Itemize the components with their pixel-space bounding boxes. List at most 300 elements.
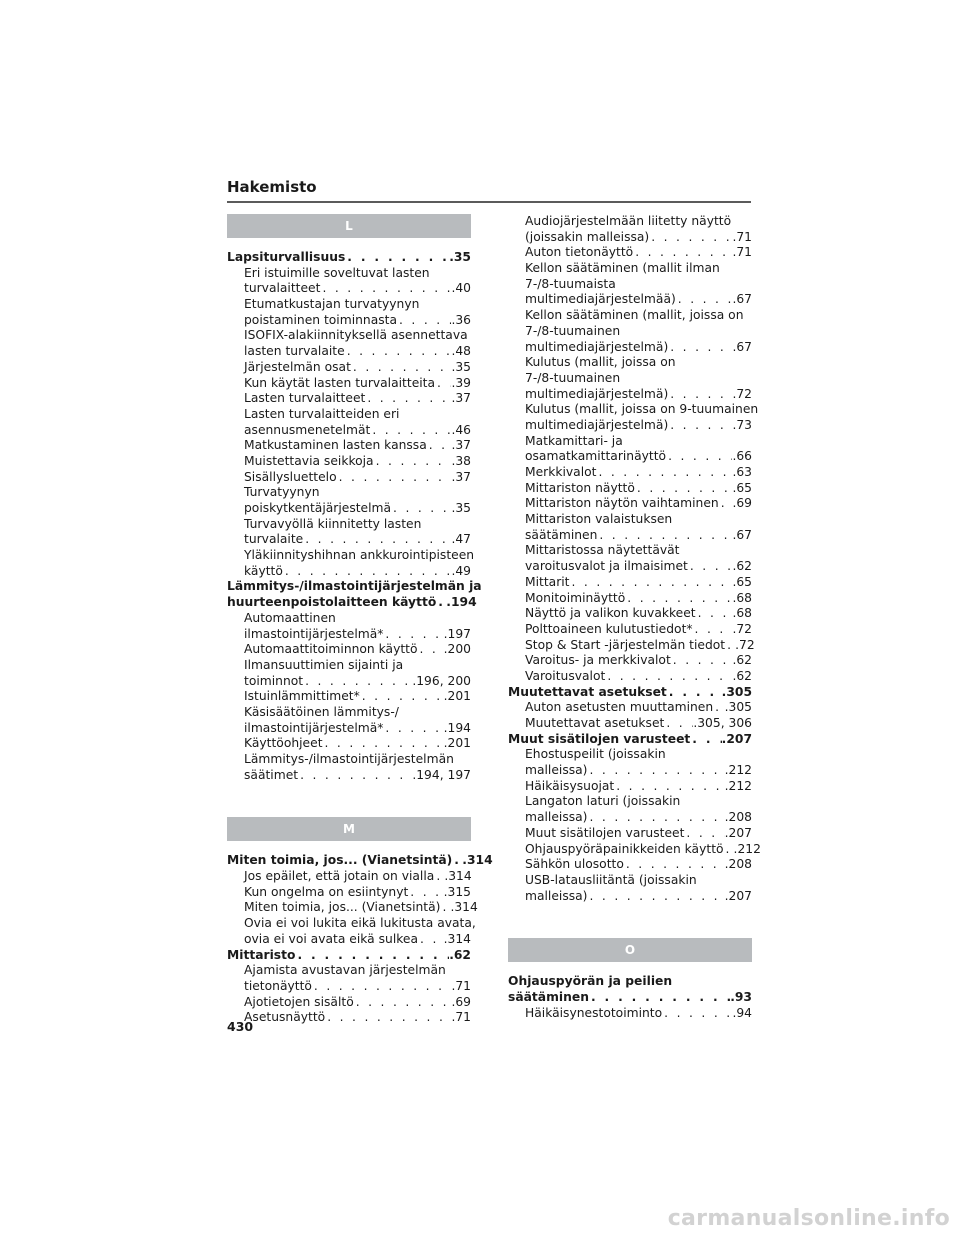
dot-leader [696, 606, 733, 622]
index-entry-text: Auton tietonäyttö [525, 245, 634, 260]
index-sub-entry [227, 705, 471, 736]
index-page-ref: .197 [443, 626, 471, 641]
index-page-ref: .68 [732, 590, 752, 605]
dot-leader [676, 292, 733, 308]
index-sub-entry [227, 517, 471, 548]
index-entry-line [508, 637, 755, 654]
index-entry-text: poiskytkentäjärjestelmä [244, 501, 392, 515]
index-entry-line [508, 355, 752, 371]
index-sub-entry [227, 548, 475, 579]
index-sub-entry [508, 591, 752, 607]
index-page-ref: .71 [451, 978, 471, 993]
index-entry-text: Mittaristossa näytettävät [525, 543, 680, 558]
dot-leader [664, 716, 693, 732]
index-page-ref: .194 [446, 595, 477, 610]
index-entry-line [227, 297, 471, 313]
index-entry-text: Polttoaineen kulutustiedot* [525, 621, 693, 636]
index-entry-text: multimediajärjestelmää) [525, 292, 676, 307]
index-page-ref: .35 [449, 250, 471, 264]
dot-leader [713, 700, 724, 716]
index-page-ref: .35 [451, 359, 471, 374]
dot-leader [668, 387, 732, 403]
index-entry-line [227, 736, 471, 752]
watermark-text: carmanualsonline.info [667, 1206, 950, 1231]
index-sub-entry [227, 752, 471, 783]
index-entry-line [227, 995, 471, 1011]
index-entry-text: Ajotietojen sisältö [244, 994, 354, 1009]
index-sub-entry [227, 689, 471, 705]
index-entry-line [227, 470, 471, 486]
index-entry-line [508, 402, 759, 418]
dot-leader [452, 853, 462, 869]
dot-leader [587, 889, 724, 905]
dot-leader [345, 250, 449, 266]
index-entry-text: Mittarit [525, 574, 570, 589]
dot-leader [725, 638, 735, 654]
index-entry-line [508, 591, 752, 607]
index-sub-entry [508, 794, 752, 825]
index-page-ref: .63 [732, 465, 752, 479]
index-page-ref: .62 [449, 947, 471, 962]
index-entry-text: Käyttöohjeet [244, 736, 323, 751]
dot-leader [597, 528, 732, 544]
index-entry-line [508, 990, 752, 1006]
section-letter-band: M [227, 817, 471, 841]
index-sub-entry [227, 328, 471, 359]
dot-leader [295, 948, 449, 964]
index-entry-text: Näyttö ja valikon kuvakkeet [525, 606, 696, 621]
index-sub-entry [227, 485, 471, 516]
index-entry-line [508, 528, 752, 544]
index-entry-text: Lasten turvalaitteiden eri [244, 406, 400, 421]
index-sub-entry [508, 622, 752, 638]
index-sub-entry [227, 963, 471, 994]
index-entry-text: Istuinlämmittimet* [244, 689, 360, 704]
index-entry-text: Kun käytät lasten turvalaitteita [244, 375, 436, 390]
dot-leader [418, 932, 444, 948]
index-entry-line [227, 454, 471, 470]
index-entry-line [508, 732, 752, 748]
index-entry-line [227, 328, 471, 344]
section-letter-band: L [227, 214, 471, 238]
index-entry-line [508, 371, 752, 387]
index-entry-line [508, 559, 752, 575]
index-entry-text: Kun ongelma on esiintynyt [244, 884, 409, 899]
index-entry-text: Yläkiinnityshihnan ankkurointipisteen [244, 548, 475, 563]
index-entry-text: Muut sisätilojen varusteet [508, 731, 691, 746]
index-entry-text: Varoitus- ja merkkivalot [525, 653, 671, 668]
index-entry-line [227, 721, 471, 737]
index-page-ref: .314 [462, 853, 493, 868]
dot-leader [427, 438, 452, 454]
index-page-ref: .49 [451, 563, 471, 578]
index-entry-text: Matkustaminen lasten kanssa [244, 438, 427, 453]
index-main-entry [508, 685, 752, 701]
index-entry-line [227, 658, 471, 674]
index-entry-line [227, 689, 471, 705]
index-page-ref: .208 [724, 810, 752, 825]
index-page-ref: .66 [732, 449, 752, 464]
index-sub-entry [508, 465, 752, 481]
index-sub-entry [508, 653, 752, 669]
index-entry-text: Etumatkustajan turvatyynyn [244, 297, 420, 312]
index-entry-text: Langaton laturi (joissakin [525, 794, 681, 809]
index-entry-line [508, 434, 752, 450]
dot-leader [596, 465, 732, 481]
index-sub-entry [227, 360, 471, 376]
index-entry-text: säätimet [244, 767, 299, 782]
dot-leader [383, 721, 443, 737]
index-entry-text: Ovia ei voi lukita eikä lukitusta avata, [244, 916, 476, 931]
index-sub-entry [508, 512, 752, 543]
index-entry-text: tietonäyttö [244, 978, 312, 993]
index-entry-text: Automaattinen [244, 610, 336, 625]
index-entry-text: malleissa) [525, 810, 588, 825]
index-page-ref: .73 [732, 417, 752, 432]
index-entry-line [227, 391, 471, 407]
index-entry-text: Ohjauspyöräpainikkeiden käyttö [525, 841, 724, 856]
index-page-ref: .201 [443, 689, 471, 704]
index-entry-text: asennusmenetelmät [244, 422, 371, 437]
index-entry-line [508, 826, 752, 842]
index-entry-text: 7-/8-tuumainen [525, 370, 621, 385]
dot-leader [570, 575, 733, 591]
index-entry-text: Monitoiminäyttö [525, 590, 626, 605]
index-page-ref: .207 [724, 888, 752, 903]
index-page-ref: .93 [730, 989, 752, 1004]
header-divider [227, 201, 751, 203]
index-entry-line [227, 885, 471, 901]
index-entry-text: Matkamittari- ja [525, 433, 623, 448]
index-page-ref: .212 [733, 841, 761, 856]
index-sub-entry [508, 434, 752, 465]
index-page-ref: .72 [732, 386, 752, 401]
index-sub-entry [508, 747, 752, 778]
index-entry-line [508, 324, 752, 340]
dot-leader [370, 423, 451, 439]
dot-leader [397, 313, 451, 329]
page-header-title: Hakemisto [227, 178, 317, 196]
index-entry-text: ISOFIX-alakiinnityksellä asennettava [244, 328, 468, 343]
index-entry-line [227, 752, 471, 768]
index-entry-text: Sisällysluettelo [244, 469, 337, 484]
page-number: 430 [227, 1019, 254, 1034]
index-entry-line [508, 230, 752, 246]
index-entry-text: Kellon säätäminen (mallit, joissa on [525, 308, 744, 323]
index-entry-text: käyttö [244, 563, 283, 578]
index-sub-entry [508, 543, 752, 574]
index-entry-line [508, 794, 752, 810]
dot-leader [668, 340, 732, 356]
index-entry-text: Automaattitoiminnon käyttö [244, 642, 418, 657]
index-sub-entry [227, 391, 471, 407]
index-entry-text: Käsisäätöinen lämmitys-/ [244, 704, 399, 719]
index-entry-line [227, 595, 477, 611]
index-page-ref: .48 [451, 344, 471, 359]
dot-leader [298, 768, 412, 784]
index-entry-text: Mittaristo [227, 947, 296, 962]
index-entry-line [508, 747, 752, 763]
index-entry-line [508, 481, 752, 497]
index-entry-text: lasten turvalaite [244, 344, 345, 359]
index-entry-text: Muutettavat asetukset [525, 716, 665, 730]
section-gap [508, 904, 752, 938]
index-sub-entry [227, 1010, 471, 1026]
index-entry-line [227, 423, 471, 439]
index-entry-text: Mittariston valaistuksen [525, 512, 673, 527]
index-entry-text: toiminnot [244, 673, 304, 688]
index-entry-line [508, 308, 752, 324]
dot-leader [360, 689, 444, 705]
dot-leader [587, 763, 724, 779]
index-entry-line [508, 465, 752, 481]
index-sub-entry [508, 873, 752, 904]
index-entry-text: Asetusnäyttö [244, 1010, 326, 1025]
index-entry-text: Stop & Start -järjestelmän tiedot [525, 637, 726, 652]
index-entry-text: Lapsiturvallisuus [227, 250, 346, 264]
dot-leader [688, 559, 733, 575]
index-entry-text: Turvavyöllä kiinnitetty lasten [244, 516, 422, 531]
index-main-entry [227, 948, 471, 964]
index-entry-text: Kulutus (mallit, joissa on 9-tuumainen [525, 402, 759, 417]
index-page-ref: .37 [451, 391, 471, 406]
dot-leader [635, 481, 733, 497]
index-sub-entry [508, 716, 752, 732]
dot-leader [434, 869, 444, 885]
index-entry-line [227, 963, 471, 979]
index-page-ref: .71 [732, 245, 752, 260]
index-entry-line [227, 344, 471, 360]
index-page-ref: .208 [724, 857, 752, 872]
index-entry-text: Varoitusvalot [525, 668, 606, 683]
index-entry-line [508, 512, 752, 528]
index-entry-line [227, 979, 471, 995]
index-page-ref: .72 [735, 637, 755, 652]
index-page-ref: .212 [724, 763, 752, 778]
index-entry-line [227, 869, 471, 885]
index-entry-line [508, 214, 752, 230]
index-page-ref: .62 [732, 559, 752, 574]
index-entry-line [227, 642, 471, 658]
dot-leader [614, 779, 724, 795]
dot-leader [633, 245, 732, 261]
index-entry-line [508, 716, 752, 732]
index-sub-entry [227, 470, 471, 486]
index-entry-line [508, 418, 752, 434]
dot-leader [671, 653, 733, 669]
index-entry-text: USB-latausliitäntä (joissakin [525, 872, 697, 887]
index-entry-line [508, 575, 752, 591]
index-sub-entry [508, 575, 752, 591]
index-entry-text: Sähkön ulosotto [525, 857, 624, 872]
index-entry-text: 7-/8-tuumainen [525, 323, 621, 338]
index-page-ref: .62 [732, 653, 752, 668]
index-entry-line [508, 277, 752, 293]
index-sub-entry [227, 407, 471, 438]
index-entry-line [508, 653, 752, 669]
dot-leader [605, 669, 732, 685]
index-entry-text: Audiojärjestelmään liitetty näyttö [525, 214, 732, 228]
index-sub-entry [508, 669, 752, 685]
dot-leader [666, 449, 732, 465]
index-page-ref: .305, 306 [693, 716, 752, 730]
index-sub-entry [227, 376, 471, 392]
dot-leader [649, 230, 732, 246]
index-page-ref: .314 [450, 900, 478, 915]
index-entry-text: Miten toimia, jos... (Vianetsintä) [227, 853, 453, 868]
index-entry-text: huurteenpoistolaitteen käyttö [227, 595, 437, 610]
index-entry-line [227, 532, 471, 548]
index-page-ref: .65 [732, 480, 752, 495]
section-letter-band: O [508, 938, 752, 962]
index-entry-line [227, 360, 471, 376]
index-entry-text: ovia ei voi avata eikä sulkea [244, 931, 419, 946]
index-entry-text: turvalaite [244, 532, 304, 547]
index-page-ref: .207 [724, 825, 752, 840]
index-sub-entry [227, 642, 471, 658]
dot-leader [684, 826, 724, 842]
index-page-ref: .35 [451, 501, 471, 515]
index-entry-line [227, 548, 475, 564]
index-page-ref: .38 [451, 453, 471, 468]
index-sub-entry [508, 857, 752, 873]
index-entry-line [227, 705, 471, 721]
index-entry-text: osamatkamittarinäyttö [525, 449, 667, 464]
index-page-ref: .207 [721, 731, 752, 746]
index-page-ref: .94 [732, 1005, 752, 1020]
index-entry-text: ilmastointijärjestelmä* [244, 626, 384, 641]
index-sub-entry [227, 438, 471, 454]
dot-leader [719, 496, 733, 512]
index-entry-text: turvalaitteet [244, 281, 321, 296]
index-main-entry [227, 579, 482, 610]
index-entry-text: varoitusvalot ja ilmaisimet [525, 559, 688, 574]
dot-leader [320, 281, 451, 297]
index-entry-text: Auton asetusten muuttaminen [525, 700, 714, 715]
index-page-ref: .39 [451, 375, 471, 390]
index-sub-entry [227, 995, 471, 1011]
index-page-ref: .71 [451, 1010, 471, 1025]
dot-leader [668, 418, 732, 434]
index-entry-text: poistaminen toiminnasta [244, 312, 398, 327]
index-entry-text: Ehostuspeilit (joissakin [525, 747, 666, 762]
section-gap [227, 783, 471, 817]
index-page-ref: .47 [451, 532, 471, 547]
index-entry-line [508, 810, 752, 826]
index-entry-text: Mittariston näytön vaihtaminen [525, 496, 719, 511]
index-sub-entry [227, 658, 471, 689]
index-sub-entry [508, 637, 755, 654]
index-entry-text: Kellon säätäminen (mallit ilman [525, 261, 720, 276]
index-entry-line [227, 313, 471, 329]
index-entry-line [227, 438, 471, 454]
index-page-ref: .69 [451, 994, 471, 1009]
index-sub-entry [227, 900, 478, 916]
dot-leader [724, 842, 734, 858]
index-sub-entry [508, 261, 752, 308]
index-entry-line [508, 841, 761, 858]
index-entry-line [227, 564, 471, 580]
dot-leader [354, 995, 452, 1011]
index-entry-text: Järjestelmän osat [244, 359, 351, 374]
index-page-ref: .194, 197 [412, 767, 471, 782]
index-page-ref: .67 [732, 292, 752, 307]
index-entry-text: Jos epäilet, että jotain on vialla [244, 869, 435, 884]
index-entry-line [227, 579, 482, 595]
index-entry-line [227, 932, 471, 948]
index-page-ref: .36 [451, 312, 471, 327]
dot-leader [436, 595, 446, 611]
index-entry-line [508, 245, 752, 261]
index-column-left [227, 214, 493, 1026]
index-page-ref: .72 [732, 621, 752, 636]
dot-leader [662, 1006, 732, 1022]
index-entry-line [227, 768, 471, 784]
index-entry-text: Mittariston näyttö [525, 480, 635, 495]
index-entry-line [508, 889, 752, 905]
index-entry-text: multimediajärjestelmä) [525, 339, 669, 354]
dot-leader [625, 591, 732, 607]
index-sub-entry [508, 308, 752, 355]
dot-leader [325, 1010, 451, 1026]
index-entry-text: Kulutus (mallit, joissa on [525, 355, 676, 370]
index-entry-line [227, 611, 471, 627]
index-sub-entry [508, 496, 752, 512]
index-entry-line [508, 974, 752, 990]
index-entry-line [227, 900, 478, 916]
index-entry-text: säätäminen [525, 527, 598, 542]
index-entry-text: Eri istuimille soveltuvat lasten [244, 265, 430, 280]
index-entry-line [508, 292, 752, 308]
index-entry-line [508, 622, 752, 638]
dot-leader [391, 501, 451, 517]
dot-leader [365, 391, 451, 407]
dot-leader [303, 532, 451, 548]
index-page-ref: .201 [443, 736, 471, 751]
index-sub-entry [508, 779, 752, 795]
index-entry-text: Miten toimia, jos... (Vianetsintä) [244, 900, 441, 915]
index-entry-line [227, 627, 471, 643]
index-main-entry [508, 974, 752, 1005]
dot-leader [374, 454, 452, 470]
index-entry-line [227, 407, 471, 423]
dot-leader [693, 622, 733, 638]
index-entry-line [227, 916, 476, 932]
index-page-ref: .194 [443, 720, 471, 735]
index-main-entry [227, 250, 471, 266]
dot-leader [408, 885, 443, 901]
index-entry-text: malleissa) [525, 888, 588, 903]
dot-leader [690, 732, 721, 748]
index-entry-text: Turvatyynyn [244, 485, 320, 500]
index-entry-text: Ajamista avustavan järjestelmän [244, 963, 446, 978]
index-sub-entry [508, 402, 759, 433]
index-entry-text: Muut sisätilojen varusteet [525, 825, 685, 840]
index-entry-text: Lämmitys-/ilmastointijärjestelmän ja [227, 579, 482, 594]
index-page-ref: .305 [724, 700, 752, 715]
index-entry-text: (joissakin malleissa) [525, 229, 650, 244]
index-entry-line [508, 779, 752, 795]
index-entry-text: Häikäisysuojat [525, 778, 615, 793]
index-page-ref: .71 [732, 229, 752, 244]
index-entry-line [508, 1006, 752, 1022]
index-entry-line [227, 485, 471, 501]
index-sub-entry [227, 297, 471, 328]
index-entry-text: Häikäisynestotoiminto [525, 1005, 663, 1020]
index-entry-line [508, 543, 752, 559]
index-entry-line [508, 873, 752, 889]
index-entry-text: Muistettavia seikkoja [244, 453, 374, 468]
